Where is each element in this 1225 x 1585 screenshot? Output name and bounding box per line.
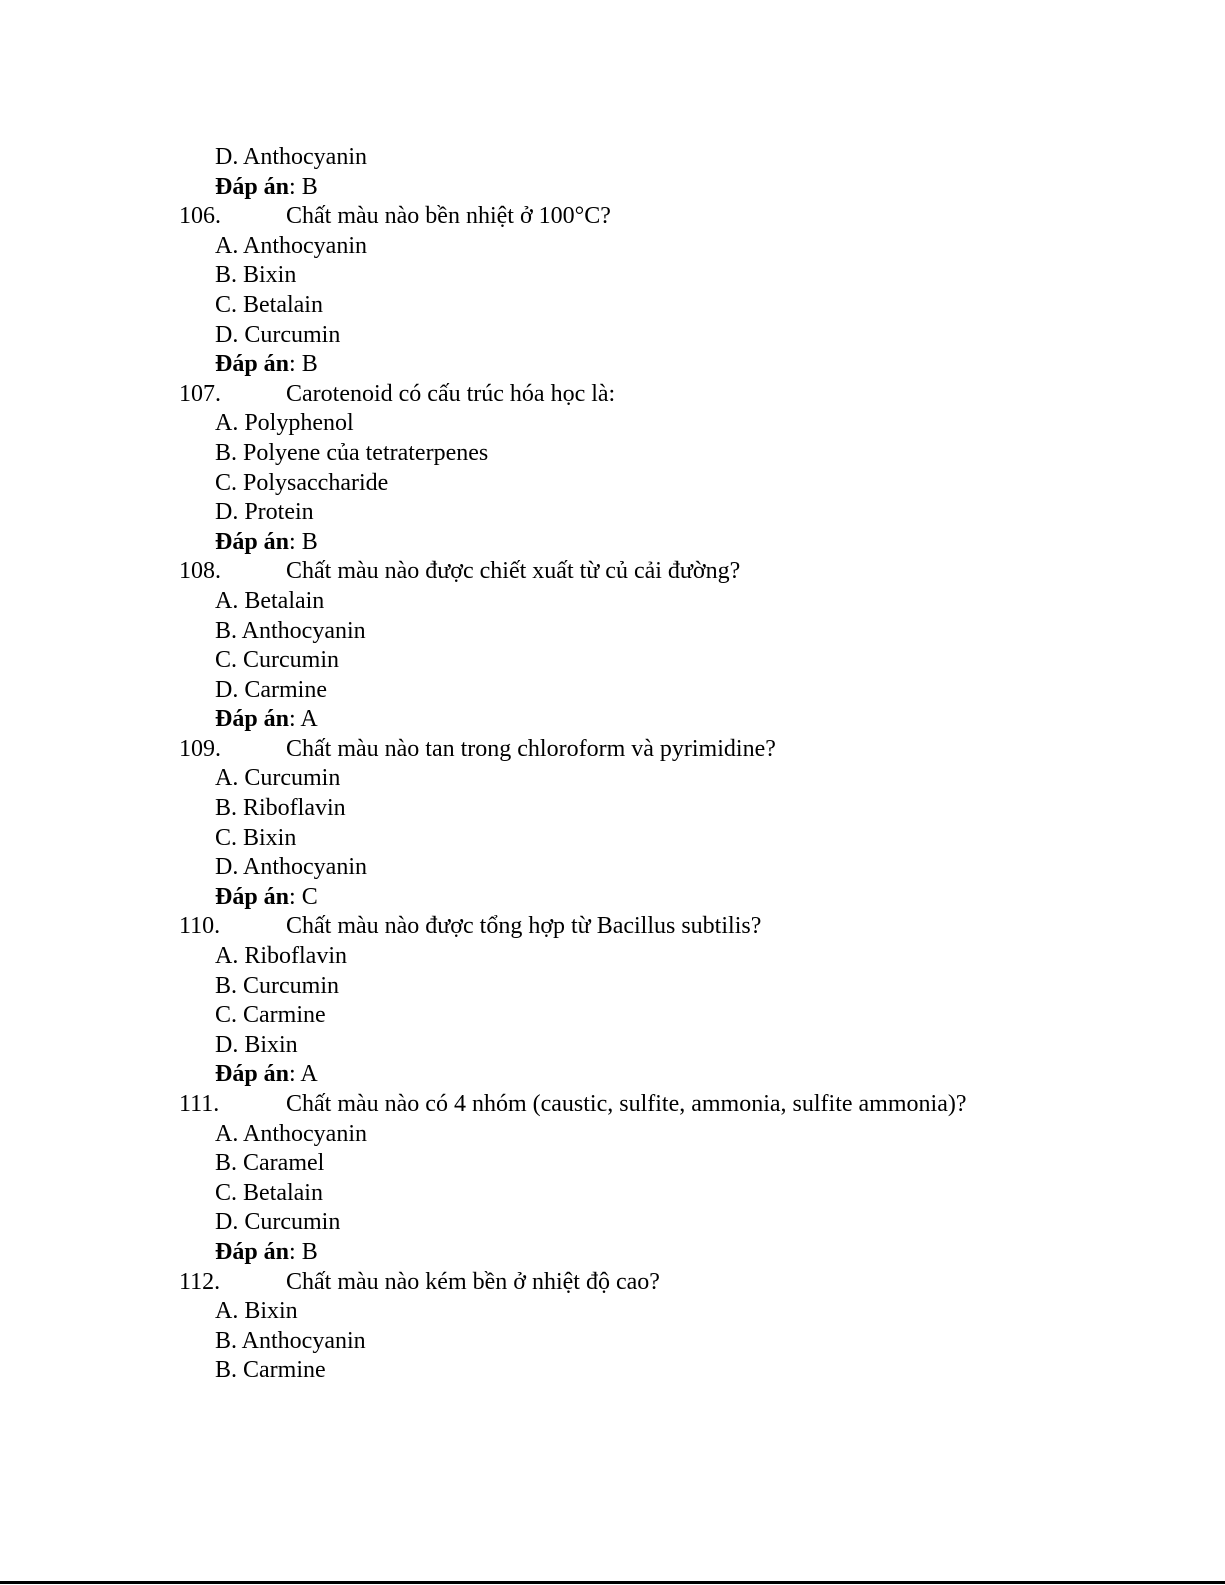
option-line: A. Polyphenol [215,410,354,437]
option-line: A. Anthocyanin [215,1120,367,1147]
option-line: D. Anthocyanin [215,144,367,170]
option-line: A. Curcumin [215,765,341,792]
answer-line [0,705,1225,735]
answer-line [0,883,1225,913]
option-line: D. Curcumin [215,1209,341,1236]
answer-value: : A [289,706,318,733]
answer-label: Đáp án [215,1238,290,1265]
option-line: D. Protein [215,499,314,526]
answer-label: Đáp án [215,173,290,200]
option-line: D. Bixin [215,1031,298,1058]
answer-label: Đáp án [215,351,290,378]
option-line: A. Anthocyanin [215,232,367,259]
question-number: 106. [179,203,221,230]
question-line [0,380,1225,410]
question-text: Chất màu nào bền nhiệt ở 100°C? [286,203,611,230]
option-line: D. Anthocyanin [215,854,367,881]
answer-line [0,350,1225,380]
option-line: B. Carmine [215,1357,326,1384]
option-line: C. Carmine [215,1002,326,1029]
option-line: B. Curcumin [215,972,339,999]
answer-value: : C [289,883,318,910]
option-line: A. Betalain [215,587,325,614]
option-line: B. Polyene của tetraterpenes [215,439,489,466]
answer-value: : A [289,1061,318,1088]
question-line [0,1268,1225,1298]
question-number: 110. [179,913,221,940]
option-line: B. Bixin [215,262,297,289]
option-line: C. Bixin [215,824,297,851]
question-line [0,202,1225,232]
question-number: 112. [179,1268,221,1295]
answer-line [0,528,1225,558]
question-number: 108. [179,558,221,585]
option-line: A. Bixin [215,1298,298,1325]
option-line: D. Carmine [215,676,327,703]
answer-label: Đáp án [215,528,290,555]
answer-value: : B [289,351,318,378]
answer-value: : B [289,528,318,555]
question-number: 107. [179,380,221,407]
question-number: 111. [179,1091,220,1117]
question-line [0,1090,1225,1120]
option-line: A. Riboflavin [215,943,347,970]
answer-line [0,1060,1225,1090]
answer-value: : B [289,1238,318,1265]
option-line: B. Anthocyanin [215,617,366,644]
option-line: D. Curcumin [215,321,341,348]
answer-label: Đáp án [215,883,290,910]
page-bottom-rule [0,1581,1225,1584]
question-text: Chất màu nào được chiết xuất từ củ cải đường? [286,558,741,585]
question-text: Chất màu nào kém bền ở nhiệt độ cao? [286,1268,660,1295]
quiz-content [0,143,1225,1386]
question-text: Chất màu nào có 4 nhóm (caustic, sulfite, ammonia, sulfite ammonia)? [286,1091,967,1117]
question-line [0,735,1225,765]
question-text: Chất màu nào được tổng hợp từ Bacillus subtilis? [286,913,762,940]
question-line [0,912,1225,942]
answer-value: : B [289,173,318,200]
option-line: B. Caramel [215,1150,325,1177]
option-line: B. Anthocyanin [215,1327,366,1354]
question-text: Carotenoid có cấu trúc hóa học là: [286,380,616,407]
option-line: C. Betalain [215,291,323,318]
answer-line [0,1238,1225,1268]
question-text: Chất màu nào tan trong chloroform và pyrimidine? [286,735,776,762]
option-line: B. Riboflavin [215,795,346,822]
answer-label: Đáp án [215,706,290,733]
answer-label: Đáp án [215,1061,290,1088]
option-line: C. Betalain [215,1179,323,1206]
answer-line [0,173,1225,203]
question-number: 109. [179,735,221,762]
option-line: C. Curcumin [215,647,339,674]
option-line: C. Polysaccharide [215,469,389,496]
question-line [0,557,1225,587]
